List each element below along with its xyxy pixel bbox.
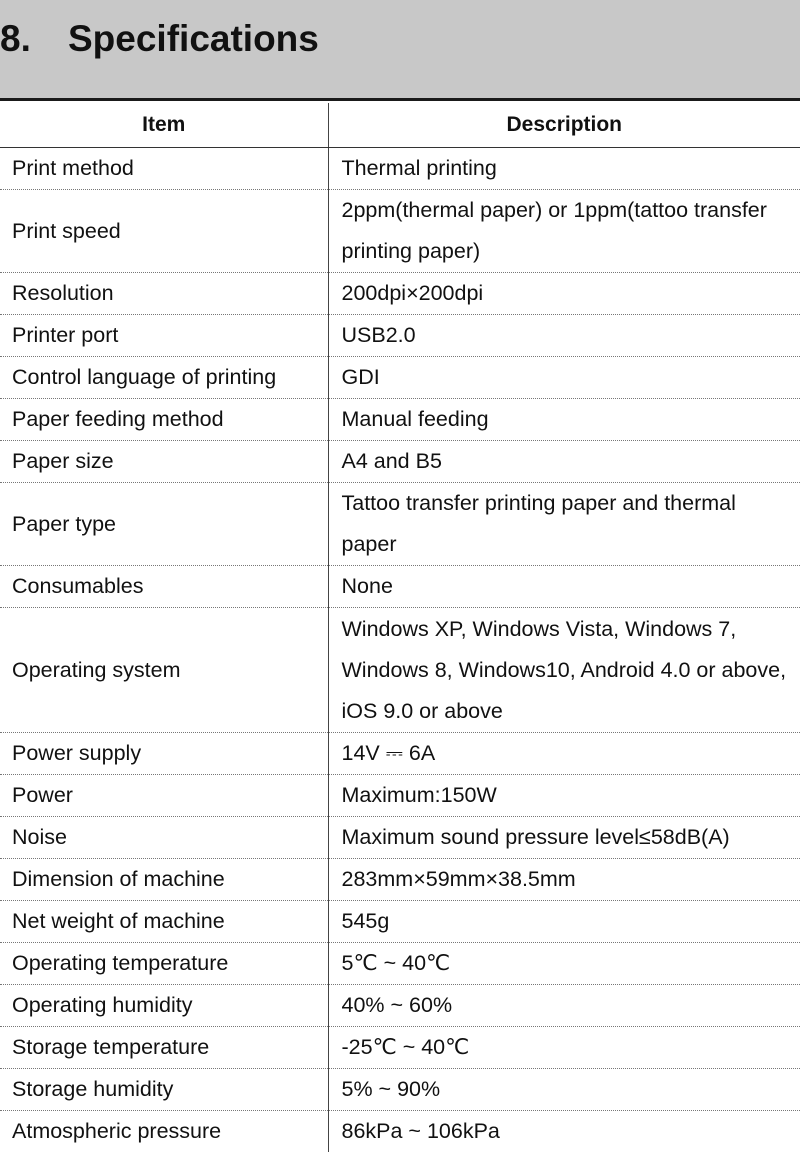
row-description: 40% ~ 60% xyxy=(328,985,800,1027)
row-description: None xyxy=(328,566,800,608)
row-item: Print speed xyxy=(0,190,328,273)
row-description: -25℃ ~ 40℃ xyxy=(328,1027,800,1069)
table-row xyxy=(0,190,800,273)
row-description: Manual feeding xyxy=(328,399,800,441)
row-description: 283mm×59mm×38.5mm xyxy=(328,859,800,901)
row-item: Operating temperature xyxy=(0,943,328,985)
row-item: Paper size xyxy=(0,441,328,483)
row-description: 5℃ ~ 40℃ xyxy=(328,943,800,985)
table-row xyxy=(0,817,800,859)
row-item: Paper feeding method xyxy=(0,399,328,441)
row-item: Print method xyxy=(0,148,328,190)
row-item: Paper type xyxy=(0,483,328,566)
row-description: Thermal printing xyxy=(328,148,800,190)
table-row xyxy=(0,985,800,1027)
row-item: Consumables xyxy=(0,566,328,608)
table-row xyxy=(0,273,800,315)
table-row xyxy=(0,315,800,357)
row-description: Maximum sound pressure level≤58dB(A) xyxy=(328,817,800,859)
row-item: Dimension of machine xyxy=(0,859,328,901)
row-item: Storage temperature xyxy=(0,1027,328,1069)
table-header-row xyxy=(0,103,800,148)
row-description: USB2.0 xyxy=(328,315,800,357)
table-row xyxy=(0,441,800,483)
row-item: Atmospheric pressure xyxy=(0,1111,328,1153)
row-item: Operating humidity xyxy=(0,985,328,1027)
table-row xyxy=(0,608,800,733)
section-header xyxy=(0,0,800,101)
table-row xyxy=(0,859,800,901)
section-number: 8. xyxy=(0,18,31,59)
row-description: 14V ⎓ 6A xyxy=(328,733,800,775)
row-description: A4 and B5 xyxy=(328,441,800,483)
table-row xyxy=(0,943,800,985)
table-row xyxy=(0,399,800,441)
row-item: Control language of printing xyxy=(0,357,328,399)
specifications-table xyxy=(0,103,800,1152)
row-item: Storage humidity xyxy=(0,1069,328,1111)
row-description: 545g xyxy=(328,901,800,943)
table-row xyxy=(0,1027,800,1069)
row-item: Power xyxy=(0,775,328,817)
row-description: 200dpi×200dpi xyxy=(328,273,800,315)
row-description: 86kPa ~ 106kPa xyxy=(341,1119,500,1143)
row-description: Maximum:150W xyxy=(328,775,800,817)
table-row xyxy=(0,148,800,190)
table-row xyxy=(0,1111,800,1153)
table-row xyxy=(0,733,800,775)
row-item: Noise xyxy=(0,817,328,859)
row-item: Net weight of machine xyxy=(0,901,328,943)
section-title: Specifications xyxy=(68,18,319,59)
table-row xyxy=(0,775,800,817)
row-description: 5% ~ 90% xyxy=(328,1069,800,1111)
row-description: Tattoo transfer printing paper and thermal paper xyxy=(328,483,800,566)
table-row xyxy=(0,357,800,399)
row-description: 2ppm(thermal paper) or 1ppm(tattoo transfer printing paper) xyxy=(328,190,800,273)
table-row xyxy=(0,566,800,608)
table-row xyxy=(0,901,800,943)
table-row xyxy=(0,1069,800,1111)
row-description: GDI xyxy=(328,357,800,399)
column-header-description: Description xyxy=(328,103,800,148)
column-header-item: Item xyxy=(0,103,328,148)
row-item: Power supply xyxy=(0,733,328,775)
row-item: Resolution xyxy=(0,273,328,315)
row-description: Windows XP, Windows Vista, Windows 7, Windows 8, Windows10, Android 4.0 or above, iOS 9.0 or above xyxy=(328,608,800,733)
row-item: Printer port xyxy=(0,315,328,357)
row-item: Operating system xyxy=(0,608,328,733)
table-row xyxy=(0,483,800,566)
